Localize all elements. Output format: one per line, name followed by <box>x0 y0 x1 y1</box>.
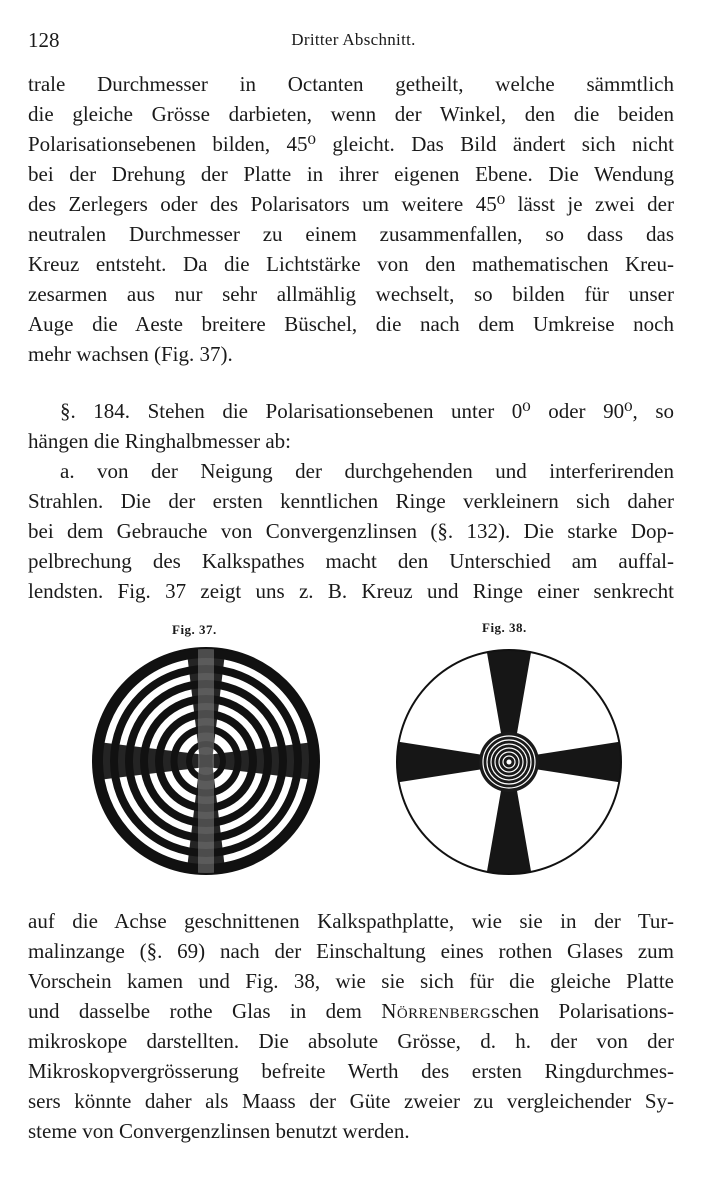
text-line: lendsten. Fig. 37 zeigt uns z. B. Kreuz und Ringe einer senkrecht <box>28 579 674 603</box>
section-heading-line: §. 184. Stehen die Polarisationsebenen unter 0⁰ oder 90⁰, so <box>60 399 674 423</box>
figure-38-cross-with-rings <box>394 647 624 877</box>
text-line: Kreuz entsteht. Da die Lichtstärke von den mathematischen Kreu- <box>28 252 674 276</box>
figure-38-caption: Fig. 38. <box>482 620 527 635</box>
text-line: a. von der Neigung der durchgehenden und interferirenden <box>60 459 674 483</box>
text-line: des Zerlegers oder des Polarisators um weitere 45⁰ lässt je zwei der <box>28 192 674 216</box>
text-line: hängen die Ringhalbmesser ab: <box>28 429 292 453</box>
figure-37-caption: Fig. 37. <box>172 622 217 637</box>
text-line: Auge die Aeste breitere Büschel, die nach dem Umkreise noch <box>28 312 674 336</box>
text-line: Strahlen. Die der ersten kenntlichen Ringe verkleinern sich daher <box>28 489 674 513</box>
text-line: Vorschein kamen und Fig. 38, wie sie sich für die gleiche Platte <box>28 969 674 993</box>
text-line: bei der Drehung der Platte in ihrer eigenen Ebene. Die Wendung <box>28 162 674 186</box>
figure-37-rings-cross <box>90 645 322 877</box>
page-number: 128 <box>28 28 60 52</box>
text-line: mikroskope darstellten. Die absolute Grösse, d. h. der von der <box>28 1029 674 1053</box>
text-line: bei dem Gebrauche von Convergenzlinsen (§. 132). Die starke Dop- <box>28 519 674 543</box>
page-header <box>28 28 679 58</box>
text-fragment: schen Polarisations- <box>491 999 674 1023</box>
text-line: malinzange (§. 69) nach der Einschaltung eines rothen Glases zum <box>28 939 674 963</box>
text-line: trale Durchmesser in Octanten getheilt, welche sämmtlich <box>28 72 674 96</box>
text-line: auf die Achse geschnittenen Kalkspathplatte, wie sie in der Tur- <box>28 909 674 933</box>
text-line <box>28 996 674 1026</box>
text-line: sers könnte daher als Maass der Güte zweier zu vergleichender Sy- <box>28 1089 674 1113</box>
author-name: Nörrenberg <box>381 999 492 1023</box>
text-fragment: und dasselbe rothe Glas in dem <box>28 999 382 1023</box>
text-line: Mikroskopvergrösserung befreite Werth des ersten Ringdurchmes- <box>28 1059 674 1083</box>
text-line: neutralen Durchmesser zu einem zusammenfallen, so dass das <box>28 222 674 246</box>
text-line: mehr wachsen (Fig. 37). <box>28 342 233 366</box>
text-line: zesarmen aus nur sehr allmählig wechselt, so bilden für unser <box>28 282 674 306</box>
text-line: steme von Convergenzlinsen benutzt werden. <box>28 1119 410 1143</box>
text-line: pelbrechung des Kalkspathes macht den Unterschied am auffal- <box>28 549 674 573</box>
text-line: die gleiche Grösse darbieten, wenn der Winkel, den die beiden <box>28 102 674 126</box>
text-line: Polarisationsebenen bilden, 45⁰ gleicht. Das Bild ändert sich nicht <box>28 132 674 156</box>
running-title: Dritter Abschnitt. <box>291 30 416 49</box>
